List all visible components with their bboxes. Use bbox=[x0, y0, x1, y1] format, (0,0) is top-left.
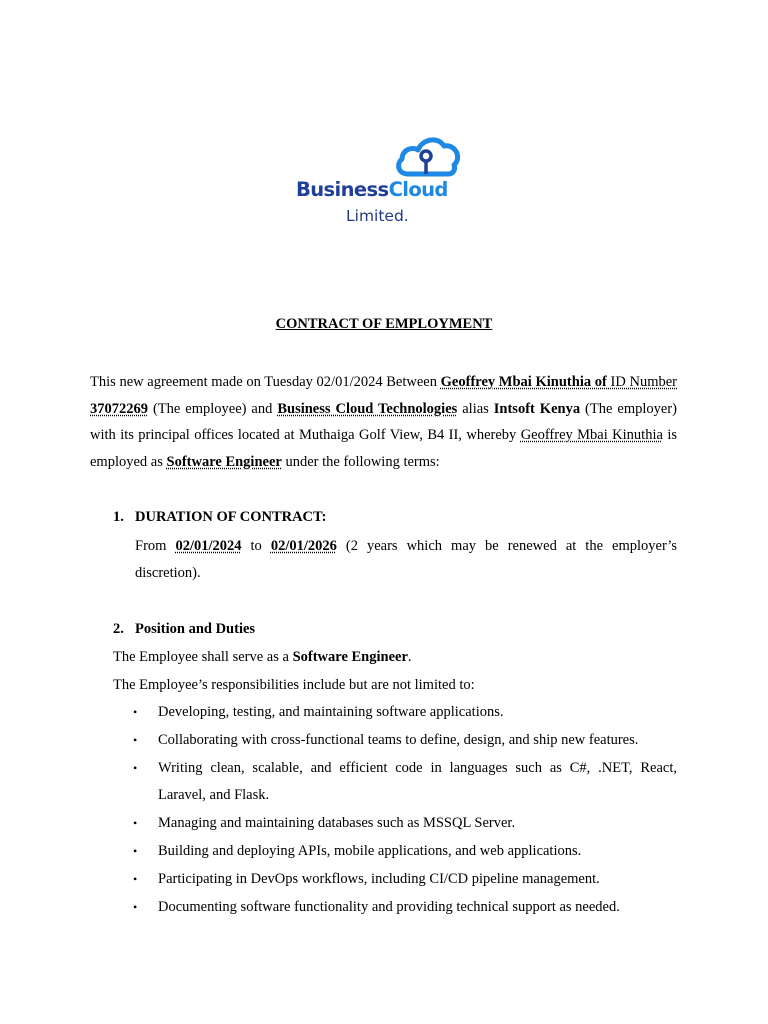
list-item-text: Participating in DevOps workflows, including CI/CD pipeline management. bbox=[158, 871, 600, 888]
section-number: 2. bbox=[113, 621, 124, 637]
intro-text: (The employer) with its principal offices located at Muthaiga Golf View, B4 II, whereby bbox=[90, 400, 677, 444]
intro-text: alias bbox=[457, 400, 494, 417]
duration-note: (2 years which may be renewed at the employer’s discretion). bbox=[135, 538, 678, 581]
list-item bbox=[133, 838, 677, 865]
cloud-icon bbox=[394, 134, 464, 180]
start-date: 02/01/2024 bbox=[175, 538, 242, 554]
intro-paragraph bbox=[90, 369, 677, 475]
list-item bbox=[133, 866, 677, 893]
section-number: 1. bbox=[113, 509, 124, 525]
end-date: 02/01/2026 bbox=[270, 538, 337, 554]
bullet-icon: • bbox=[133, 761, 138, 776]
section-heading-text: Position and Duties bbox=[135, 621, 256, 637]
intro-text: under the following terms: bbox=[281, 453, 440, 470]
from-label: From bbox=[135, 538, 176, 554]
serve-line bbox=[113, 649, 412, 666]
intro-id-label: ID Number bbox=[610, 374, 677, 390]
intro-text: This new agreement made on Tuesday 02/01/2024 Between bbox=[90, 374, 441, 390]
list-item bbox=[133, 755, 677, 808]
brand-part-business: Business bbox=[296, 178, 389, 201]
intro-text: (The employee) and bbox=[148, 400, 278, 417]
document-title: CONTRACT OF EMPLOYMENT bbox=[275, 316, 493, 332]
to-label: to bbox=[241, 538, 271, 554]
list-item bbox=[133, 894, 677, 921]
serve-text: The Employee shall serve as a bbox=[113, 649, 293, 665]
responsibilities-intro: The Employee’s responsibilities include but are not limited to: bbox=[113, 677, 475, 693]
employee-name: Geoffrey Mbai Kinuthia of bbox=[440, 374, 611, 390]
employer-alias: Intsoft Kenya bbox=[493, 400, 581, 417]
list-item-text: Collaborating with cross-functional teams to define, design, and ship new features. bbox=[158, 732, 639, 749]
section-heading-position bbox=[113, 621, 255, 638]
list-item-text: Managing and maintaining databases such as MSSQL Server. bbox=[158, 814, 516, 831]
list-item-text: Documenting software functionality and providing technical support as needed. bbox=[158, 899, 620, 916]
list-item bbox=[133, 810, 677, 837]
bullet-icon: • bbox=[133, 900, 138, 915]
list-item bbox=[133, 699, 677, 726]
section-heading-duration bbox=[113, 509, 326, 526]
serve-period: . bbox=[407, 649, 412, 665]
position-title: Software Engineer bbox=[166, 453, 282, 470]
bullet-icon: • bbox=[133, 705, 138, 719]
brand-subtitle: Limited. bbox=[346, 207, 409, 225]
list-item-text: Writing clean, scalable, and efficient code in languages such as C#, .NET, React, Laravel, and Flask. bbox=[158, 760, 677, 803]
list-item-text: Building and deploying APIs, mobile applications, and web applications. bbox=[158, 842, 582, 859]
brand-name bbox=[296, 178, 448, 201]
duration-paragraph bbox=[135, 533, 677, 586]
brand-part-cloud: Cloud bbox=[388, 178, 448, 201]
bullet-icon: • bbox=[133, 843, 138, 858]
intro-text: is employed as bbox=[90, 427, 678, 470]
company-logo bbox=[296, 134, 476, 230]
section-heading-text: DURATION OF CONTRACT: bbox=[135, 509, 327, 525]
employer-name: Business Cloud Technologies bbox=[277, 400, 458, 417]
employee-name-ref: Geoffrey Mbai Kinuthia bbox=[520, 427, 663, 444]
bullet-icon: • bbox=[133, 872, 138, 887]
bullet-icon: • bbox=[133, 733, 138, 748]
list-item-text: Developing, testing, and maintaining software applications. bbox=[158, 704, 504, 720]
responsibilities-list bbox=[133, 699, 677, 922]
bullet-icon: • bbox=[133, 815, 138, 830]
list-item bbox=[133, 727, 677, 754]
serve-position: Software Engineer bbox=[292, 649, 408, 665]
id-number: 37072269 bbox=[90, 400, 148, 417]
